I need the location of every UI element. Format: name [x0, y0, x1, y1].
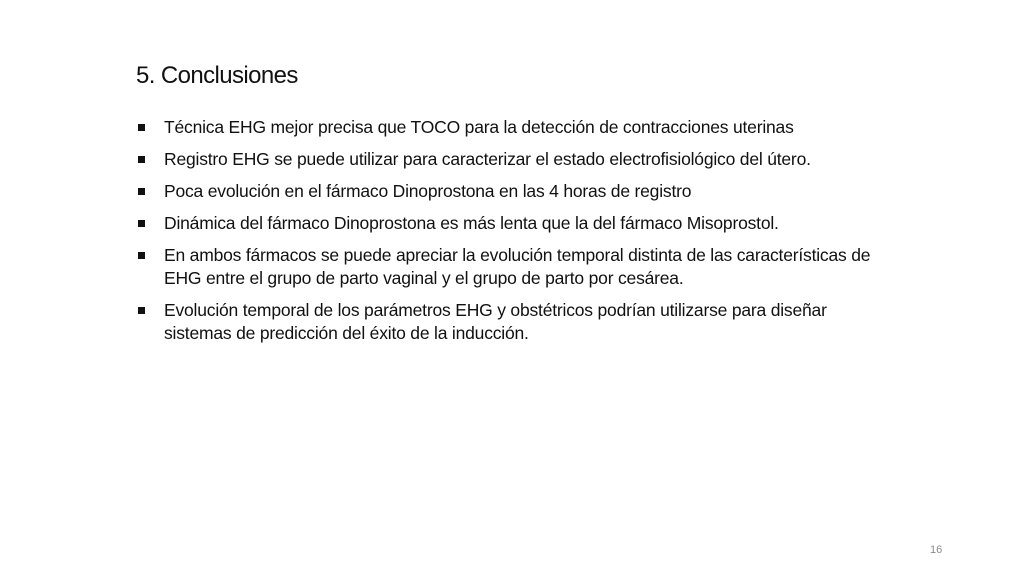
square-bullet-icon: [138, 156, 145, 163]
square-bullet-icon: [138, 188, 145, 195]
bullet-text: Registro EHG se puede utilizar para caracterizar el estado electrofisiológico del útero.: [164, 149, 811, 169]
bullet-item: [136, 116, 896, 139]
bullet-item: [136, 180, 896, 203]
bullet-text: En ambos fármacos se puede apreciar la evolución temporal distinta de las características de EHG entre el grupo de parto vaginal y el grupo de parto por cesárea.: [164, 245, 871, 288]
square-bullet-icon: [138, 307, 145, 314]
bullet-item: [136, 244, 896, 290]
bullet-text: Dinámica del fármaco Dinoprostona es más lenta que la del fármaco Misoprostol.: [164, 213, 779, 233]
bullet-item: [136, 299, 896, 345]
bullet-text: Técnica EHG mejor precisa que TOCO para la detección de contracciones uterinas: [164, 117, 794, 137]
bullet-text: Evolución temporal de los parámetros EHG y obstétricos podrían utilizarse para diseñar sistemas de predicción del éxito de la inducción.: [164, 300, 827, 343]
bullet-item: [136, 212, 896, 235]
bullet-text: Poca evolución en el fármaco Dinoprostona en las 4 horas de registro: [164, 181, 692, 201]
square-bullet-icon: [138, 124, 145, 131]
slide-title: 5. Conclusiones: [136, 62, 298, 89]
bullet-item: [136, 148, 896, 171]
page-number: 16: [930, 544, 943, 556]
square-bullet-icon: [138, 220, 145, 227]
square-bullet-icon: [138, 252, 145, 259]
bullet-list: [136, 116, 896, 354]
